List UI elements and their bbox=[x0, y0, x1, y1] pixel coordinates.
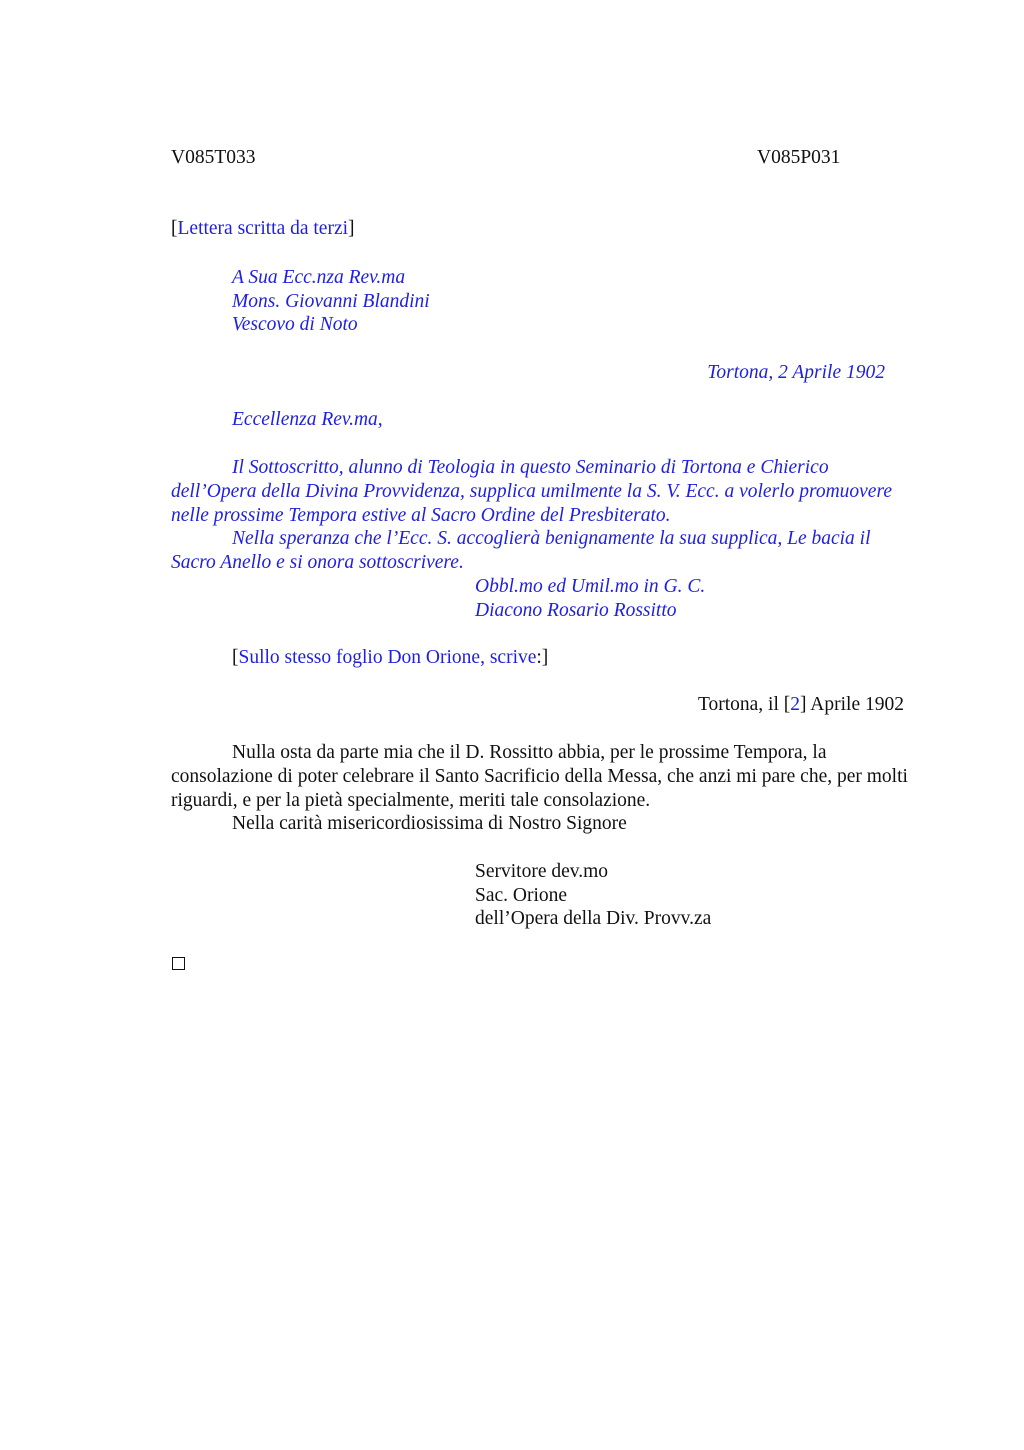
document-code-left: V085T033 bbox=[171, 147, 256, 168]
letter-signature bbox=[475, 575, 705, 622]
letter-paragraph: Il Sottoscritto, alunno di Teologia in questo Seminario di Tortona e Chierico dell’Opera della Divina Provvidenza, supplica umilmente la S. V. Ecc. a volerlo promuovere nelle prossime Tempora estive al Sacro Ordine del Presbiterato. bbox=[171, 457, 892, 526]
salutation: Eccellenza Rev.ma, bbox=[232, 409, 383, 430]
reply-paragraph: Nella carità misericordiosissima di Nostro Signore bbox=[232, 813, 627, 834]
reply-date-day: 2 bbox=[790, 694, 801, 715]
end-square-icon bbox=[172, 957, 185, 970]
letter-paragraph: Nella speranza che l’Ecc. S. accoglierà benignamente la sua supplica, Le bacia il Sacro Anello e si onora sottoscrivere. bbox=[171, 528, 871, 573]
signature-line: dell’Opera della Div. Provv.za bbox=[475, 908, 712, 929]
bracket-open: [ bbox=[232, 647, 239, 668]
reply-date-suffix: ] Aprile 1902 bbox=[800, 694, 904, 715]
document-code-right: V085P031 bbox=[757, 147, 841, 168]
signature-line: Servitore dev.mo bbox=[475, 861, 609, 882]
recipient-line: Vescovo di Noto bbox=[232, 314, 358, 335]
recipient-line: Mons. Giovanni Blandini bbox=[232, 290, 430, 312]
signature-line: Diacono Rosario Rossitto bbox=[475, 599, 677, 621]
reply-signature bbox=[475, 860, 711, 931]
letter-date: Tortona, 2 Aprile 1902 bbox=[707, 362, 885, 383]
editorial-note-text: Lettera scritta da terzi bbox=[177, 218, 349, 239]
reply-date bbox=[698, 693, 904, 717]
bracket-open: [ bbox=[171, 218, 178, 239]
bracket-close: :] bbox=[536, 647, 549, 668]
recipient-block bbox=[232, 266, 430, 337]
recipient-line: A Sua Ecc.nza Rev.ma bbox=[232, 267, 406, 288]
reply-paragraph: Nulla osta da parte mia che il D. Rossitto abbia, per le prossime Tempora, la consolazione di poter celebrare il Santo Sacrificio della Messa, che anzi mi pare che, per molti riguardi, e per la pietà specialmente, meriti tale consolazione. bbox=[171, 742, 908, 811]
signature-line: Obbl.mo ed Umil.mo in G. C. bbox=[475, 576, 706, 597]
editorial-note-text: Sullo stesso foglio Don Orione, scrive bbox=[238, 647, 537, 668]
signature-line: Sac. Orione bbox=[475, 884, 568, 906]
editorial-note-orione bbox=[232, 646, 548, 670]
bracket-close: ] bbox=[348, 218, 355, 239]
editorial-note-third-party bbox=[171, 217, 355, 241]
reply-date-prefix: Tortona, il [ bbox=[697, 694, 791, 715]
